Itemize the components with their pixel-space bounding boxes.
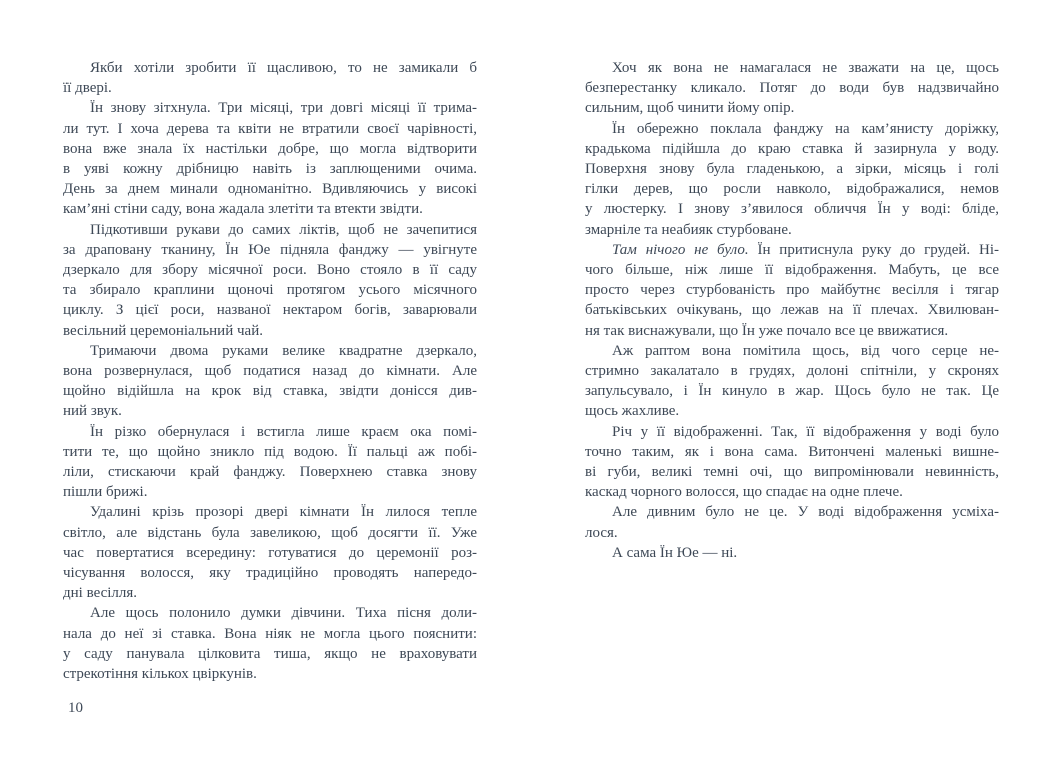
text-line: просто через стурбованість про майбутнє весілля і тягар [585,282,999,299]
text-line: Їн різко обернулася і встигла лише краєм ока помі- [90,423,477,440]
text-line: ли тут. І хоча дерева та квіти не втратили своєї чарівності, [63,120,477,137]
page-number: 10 [68,700,83,716]
text-line: точно таким, як і вона сама. Витончені маленькі вишне- [585,443,999,460]
text-line: змарніле та неабияк стурбоване. [585,221,792,238]
text-line: крадькома підійшла до краю ставка й зазирнула у воду. [585,140,999,157]
text-line: циклу. З цієї роси, названої нектаром богів, заварювали [63,302,477,319]
text-line: Їн обережно поклала фанджу на кам’янисту доріжку, [612,120,999,137]
text-line: Їн знову зітхнула. Три місяці, три довгі місяці її трима- [90,100,477,117]
text-line: світло, але відстань була завеликою, щоб досягти її. Уже [63,524,477,541]
text-line: Якби хотіли зробити її щасливою, то не замикали б [90,60,477,76]
right-page-text [585,58,999,563]
text-line: каскад чорного волосся, що спадає на одне плече. [585,484,903,501]
text-line: вона вже знала їх настільки добре, що могла відтворити [63,140,477,157]
text-line: весільний церемоніальний чай. [63,322,263,339]
text-line: час повертатися всередину: готуватися до церемонії роз- [63,544,477,561]
text-line: та збирало краплини щоночі протягом усього місячного [63,282,477,299]
text-line: Тримаючи двома руками велике квадратне дзеркало, [90,342,477,359]
text-line: чісування волосся, яку традиційно проводять напередо- [63,565,477,582]
text-line: Але дивним було не це. У воді відображення усміха- [612,504,999,521]
text-line: нала до неї зі ставка. Вона ніяк не могла цього пояснити: [63,625,477,642]
text-line: пішли брижі. [63,484,148,501]
text-line: А сама Їн Юе — ні. [612,544,738,561]
text-line: чого більше, ніж лише її відображення. Мабуть, це все [585,262,999,279]
text-line: у люстерку. І знову з’явилося обличчя Їн у воді: бліде, [585,201,999,218]
text-line: кам’яні стіни саду, вона жадала злетіти та втекти звідти. [63,201,423,218]
text-line: ві губи, великі темні очі, що випромінювали невинність, [585,464,999,481]
text-line: Удалині крізь прозорі двері кімнати Їн лилося тепле [90,504,477,521]
text-line: безперестанку кликало. Потяг до води був надзвичайно [585,80,999,97]
text-line: тити те, що щойно зникло під водою. Її пальці аж побі- [63,443,477,460]
text-line: вона розвернулася, щоб податися назад до кімнати. Але [63,363,477,380]
text-line: Там нічого не було. Їн притиснула руку до грудей. Ні- [612,241,999,258]
text-line: Аж раптом вона помітила щось, від чого серце не- [612,342,999,359]
text-line: у саду панувала цілковита тиша, якщо не враховувати [63,645,477,662]
text-line: ний звук. [63,403,122,420]
text-line: дзеркало для збору місячної роси. Воно стояло в її саду [63,262,477,279]
text-line: Але щось полонило думки дівчини. Тиха пісня доли- [90,605,477,622]
left-page-text [63,58,477,684]
text-line: в уяві кожну дрібницю навіть із заплющеними очима. [63,161,477,178]
text-line: ня так виснажували, що Їн уже почало все це ввижатися. [585,322,949,339]
text-line: щось жахливе. [585,403,680,420]
text-line: батьківських очікувань, що лежав на її плечах. Хвилюван- [585,302,999,319]
text-line: День за днем минали одноманітно. Вдивляючись у високі [63,181,477,198]
text-line: її двері. [63,80,112,97]
text-line: запульсувало, і Їн кинуло в жар. Щось було не так. Це [585,383,999,400]
text-line: сильним, щоб чинити йому опір. [585,100,795,117]
text-line: стримно закалатало в грудях, долоні спітніли, у скронях [585,363,999,380]
text-line: дні весілля. [63,585,138,602]
text-line: Поверхня знову була гладенькою, а зірки, місяць і голі [585,161,999,178]
text-line: за драповану тканину, Їн Юе підняла фанджу — увігнуте [63,241,477,258]
text-line: Річ у її відображенні. Так, її відображення у воді було [612,423,999,440]
text-line: лося. [585,524,618,541]
text-line: Підкотивши рукави до самих ліктів, щоб не зачепитися [90,221,477,238]
text-line: ліли, стискаючи край фанджу. Поверхнею ставка знову [63,464,477,481]
text-line: щойно відійшла на крок від ставка, звідти донісся див- [63,383,477,400]
text-line: Хоч як вона не намагалася не зважати на це, щось [612,60,999,76]
text-line: стрекотіння кількох цвіркунів. [63,666,257,683]
text-line: гілки дерев, що росли навколо, відображалися, немов [585,181,999,198]
